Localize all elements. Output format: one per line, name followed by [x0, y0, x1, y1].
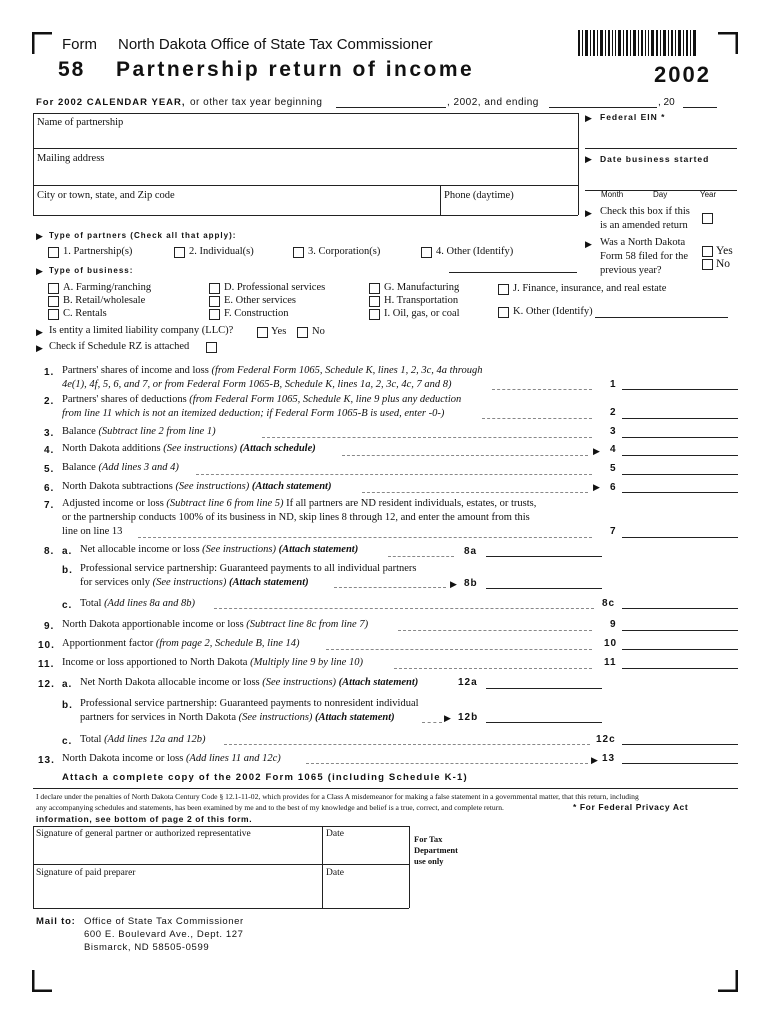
general-partner-signature-field[interactable] [35, 842, 320, 862]
arrow-icon: ▶ [36, 231, 43, 241]
tax-year: 2002 [654, 62, 711, 87]
arrow-icon: ▶ [36, 327, 43, 337]
privacy-act-note-2: information, see bottom of page 2 of this form. [36, 814, 253, 824]
line-3-number: 3. [44, 428, 55, 439]
partnership-name-field[interactable] [35, 131, 575, 147]
arrow-icon: ▶ [585, 154, 592, 164]
tax-dept-label-3: use only [414, 856, 444, 866]
line-1-amount-field[interactable] [622, 389, 738, 390]
line-6-box-label: 6 [610, 482, 617, 493]
line-12c-box-label: 12c [596, 734, 616, 745]
line-2-box-label: 2 [610, 407, 617, 418]
line-12a-letter: a. [62, 679, 73, 690]
line-5-box-label: 5 [610, 463, 617, 474]
line-4-box-label: 4 [610, 444, 617, 455]
line-6-text: North Dakota subtractions (See instructions) (Attach statement) [62, 481, 332, 492]
corner-mark-bottom-right [718, 970, 738, 992]
line-6-number: 6. [44, 483, 55, 494]
month-label: Month [601, 190, 624, 199]
form-number: 58 [58, 58, 86, 81]
phone-field[interactable] [442, 201, 576, 214]
line-9-box-label: 9 [610, 619, 617, 630]
line-4-number: 4. [44, 445, 55, 456]
attach-instruction: Attach a complete copy of the 2002 Form 1065 (including Schedule K-1) [62, 772, 468, 783]
preparer-signature-field[interactable] [35, 882, 320, 906]
leader-dots [398, 630, 592, 631]
line-11-number: 11. [38, 659, 55, 670]
partner-type-partnership-label: 1. Partnership(s) [63, 246, 133, 257]
tax-year-end-year-field[interactable] [683, 107, 717, 108]
privacy-act-note: * For Federal Privacy Act [573, 802, 689, 812]
business-retail-checkbox[interactable] [48, 296, 59, 307]
leader-dots [196, 474, 592, 475]
line-8-number: 8. [44, 546, 55, 557]
leader-dots [362, 492, 588, 493]
line-9-text: North Dakota apportionable income or loss (Subtract line 8c from line 7) [62, 619, 369, 630]
and-ending-text: , 2002, and ending [447, 97, 539, 108]
leader-dots [306, 763, 588, 764]
leader-dots [224, 744, 590, 745]
arrow-icon: ▶ [36, 343, 43, 353]
line-12-number: 12. [38, 679, 55, 690]
line-12a-text: Net North Dakota allocable income or loss (See instructions) (Attach statement) [80, 677, 419, 688]
line-1-number: 1. [44, 367, 55, 378]
corner-mark-top-left [32, 32, 52, 54]
date-divider [322, 826, 323, 908]
city-row-rule [33, 215, 578, 216]
general-partner-date-label: Date [326, 829, 344, 839]
line-7-amount-field[interactable] [622, 537, 738, 538]
line-9-number: 9. [44, 621, 55, 632]
mailing-address-field[interactable] [35, 167, 575, 183]
line-1-text-2: 4e(1), 4f, 5, 6, and 7, or from Federal Form 1065-B, Schedule K, lines 1a, 2, 3c, 4c, 7 and 8) [62, 379, 452, 390]
line-8c-box-label: 8c [602, 598, 616, 609]
line-12b-box-label: 12b [458, 712, 479, 723]
prev-filed-no-checkbox[interactable] [702, 259, 713, 270]
mail-address-line-1: Office of State Tax Commissioner [84, 916, 244, 927]
line-10-text: Apportionment factor (from page 2, Schedule B, line 14) [62, 638, 300, 649]
prev-filed-yes-label: Yes [716, 245, 733, 257]
name-row-rule [33, 148, 578, 149]
leader-dots [394, 668, 592, 669]
line-12a-amount-field[interactable] [486, 688, 602, 689]
business-oil-gas-checkbox[interactable] [369, 309, 380, 320]
leader-dots [334, 587, 446, 588]
leader-dots [326, 649, 592, 650]
amended-return-checkbox[interactable] [702, 213, 713, 224]
federal-ein-field[interactable] [585, 148, 737, 149]
barcode-graphic [578, 30, 696, 56]
business-transportation-label: H. Transportation [384, 295, 459, 306]
line-8c-amount-field[interactable] [622, 608, 738, 609]
line-13-box-label: 13 [602, 753, 616, 764]
line-7-box-label: 7 [610, 526, 617, 537]
address-row-rule [33, 185, 578, 186]
phone-divider [440, 185, 441, 215]
prev-filed-no-label: No [716, 258, 731, 270]
line-3-amount-field[interactable] [622, 437, 738, 438]
signature-middle-rule [33, 864, 409, 865]
federal-ein-label: Federal EIN * [600, 112, 666, 122]
box-right-rule [578, 113, 579, 215]
box-left-rule [33, 113, 34, 215]
line-2-text-2: from line 11 which is not an itemized deduction; if Federal Form 1065-B is used, enter -0-) [62, 408, 445, 419]
line-6-amount-field[interactable] [622, 492, 738, 493]
line-4-text: North Dakota additions (See instructions) (Attach schedule) [62, 443, 316, 454]
business-other-services-label: E. Other services [224, 295, 297, 306]
date-started-label: Date business started [600, 154, 710, 164]
line-10-box-label: 10 [604, 638, 618, 649]
calendar-year-prefix: For 2002 CALENDAR YEAR, [36, 97, 186, 108]
declaration-line-1: I declare under the penalties of North Dakota Century Code § 12.1-11-02, which provides for a Class A misdemeanor for making a false statement in a governmental matter, that this return, including [36, 792, 639, 801]
partner-type-corporation-label: 3. Corporation(s) [308, 246, 381, 257]
line-7-text-3: line on line 13 [62, 526, 123, 537]
arrow-icon: ▶ [36, 266, 43, 276]
llc-yes-label: Yes [271, 326, 287, 337]
form-word: Form [62, 36, 97, 53]
line-11-text: Income or loss apportioned to North Dakota (Multiply line 9 by line 10) [62, 657, 363, 668]
signature-right-rule [409, 826, 410, 908]
twenty-text: , 20 [658, 97, 675, 108]
line-12c-text: Total (Add lines 12a and 12b) [80, 734, 206, 745]
corner-mark-top-right [718, 32, 738, 54]
line-11-box-label: 11 [604, 657, 617, 668]
leader-dots [482, 418, 592, 419]
schedule-rz-label: Check if Schedule RZ is attached [49, 341, 190, 352]
business-oil-gas-label: I. Oil, gas, or coal [384, 308, 460, 319]
partner-type-corporation-checkbox[interactable] [293, 247, 304, 258]
arrow-icon: ▶ [444, 713, 451, 723]
leader-dots [214, 608, 594, 609]
partner-type-other-field[interactable] [449, 272, 577, 273]
schedule-rz-checkbox[interactable] [206, 342, 217, 353]
business-transportation-checkbox[interactable] [369, 296, 380, 307]
prev-filed-yes-checkbox[interactable] [702, 246, 713, 257]
business-other-field[interactable] [595, 317, 728, 318]
line-7-text-2: or the partnership conducts 100% of its business in ND, skip lines 8 through 12, and enter the amount from this [62, 512, 530, 523]
line-7-text: Adjusted income or loss (Subtract line 6 from line 5) If all partners are ND resident individuals, estates, or trusts, [62, 498, 537, 509]
line-8b-box-label: 8b [464, 578, 478, 589]
partner-type-individual-label: 2. Individual(s) [189, 246, 254, 257]
business-manufacturing-checkbox[interactable] [369, 283, 380, 294]
line-8b-letter: b. [62, 565, 73, 576]
business-farming-label: A. Farming/ranching [63, 282, 152, 293]
prev-filed-label-2: Form 58 filed for the [600, 251, 689, 262]
prev-filed-label-1: Was a North Dakota [600, 237, 686, 248]
corner-mark-bottom-left [32, 970, 52, 992]
line-1-box-label: 1 [610, 379, 617, 390]
mail-address-line-2: 600 E. Boulevard Ave., Dept. 127 [84, 929, 244, 940]
amended-label-1: Check this box if this [600, 206, 690, 217]
partner-type-partnership-checkbox[interactable] [48, 247, 59, 258]
line-8c-text: Total (Add lines 8a and 8b) [80, 598, 196, 609]
year-label: Year [700, 190, 717, 199]
llc-question: Is entity a limited liability company (LLC)? [49, 325, 234, 336]
line-12b-amount-field[interactable] [486, 722, 602, 723]
line-12b-text-2: partners for services in North Dakota (See instructions) (Attach statement) [80, 712, 395, 723]
business-other-services-checkbox[interactable] [209, 296, 220, 307]
line-13-text: North Dakota income or loss (Add lines 11 and 12c) [62, 753, 281, 764]
declaration-top-rule [33, 788, 738, 789]
business-finance-checkbox[interactable] [498, 284, 509, 295]
signature-left-rule [33, 826, 34, 908]
mailing-address-label: Mailing address [37, 153, 105, 164]
partners-heading: Type of partners (Check all that apply): [49, 231, 237, 240]
line-3-text: Balance (Subtract line 2 from line 1) [62, 426, 216, 437]
calendar-year-text: or other tax year beginning [190, 97, 323, 108]
amended-label-2: is an amended return [600, 220, 688, 231]
business-construction-label: F. Construction [224, 308, 289, 319]
prev-filed-label-3: previous year? [600, 265, 662, 276]
line-12b-letter: b. [62, 700, 73, 711]
tax-year-end-field[interactable] [549, 107, 657, 108]
leader-dots [342, 455, 588, 456]
tax-year-begin-field[interactable] [336, 107, 446, 108]
business-rentals-label: C. Rentals [63, 308, 107, 319]
leader-dots [138, 537, 592, 538]
line-12a-box-label: 12a [458, 677, 478, 688]
tax-dept-label-2: Department [414, 845, 458, 855]
arrow-icon: ▶ [585, 239, 592, 249]
preparer-date-field[interactable] [324, 882, 407, 906]
arrow-icon: ▶ [585, 113, 592, 123]
line-12c-amount-field[interactable] [622, 744, 738, 745]
arrow-icon: ▶ [585, 208, 592, 218]
line-2-number: 2. [44, 396, 55, 407]
partner-type-individual-checkbox[interactable] [174, 247, 185, 258]
line-8a-text: Net allocable income or loss (See instructions) (Attach statement) [80, 544, 359, 555]
partner-type-other-checkbox[interactable] [421, 247, 432, 258]
business-heading: Type of business: [49, 266, 134, 275]
day-label: Day [653, 190, 668, 199]
line-10-number: 10. [38, 640, 55, 651]
line-8b-text: Professional service partnership: Guaranteed payments to all individual partners [80, 563, 417, 574]
mail-address-line-3: Bismarck, ND 58505-0599 [84, 942, 210, 953]
line-4-amount-field[interactable] [622, 455, 738, 456]
line-12b-text: Professional service partnership: Guaranteed payments to nonresident individual [80, 698, 419, 709]
line-2-amount-field[interactable] [622, 418, 738, 419]
line-8b-text-2: for services only (See instructions) (Attach statement) [80, 577, 309, 588]
business-rentals-checkbox[interactable] [48, 309, 59, 320]
business-professional-checkbox[interactable] [209, 283, 220, 294]
line-3-box-label: 3 [610, 426, 617, 437]
business-other-label: K. Other (Identify) [513, 306, 593, 317]
business-other-checkbox[interactable] [498, 307, 509, 318]
leader-dots [262, 437, 592, 438]
arrow-icon: ▶ [450, 579, 457, 589]
general-partner-date-field[interactable] [324, 842, 407, 862]
tax-dept-label-1: For Tax [414, 834, 443, 844]
declaration-line-2: any accompanying schedules and statements, has been examined by me and to the best of my knowledge and belief is a true, correct, and complete return. [36, 803, 504, 812]
line-8c-letter: c. [62, 600, 73, 611]
business-finance-label: J. Finance, insurance, and real estate [513, 283, 667, 294]
line-10-amount-field[interactable] [622, 649, 738, 650]
business-manufacturing-label: G. Manufacturing [384, 282, 460, 293]
partnership-name-label: Name of partnership [37, 117, 124, 128]
city-state-zip-label: City or town, state, and Zip code [37, 190, 175, 201]
line-8a-amount-field[interactable] [486, 556, 602, 557]
partner-type-other-label: 4. Other (Identify) [436, 246, 514, 257]
business-construction-checkbox[interactable] [209, 309, 220, 320]
leader-dots [422, 722, 442, 723]
arrow-icon: ▶ [591, 755, 598, 765]
line-11-amount-field[interactable] [622, 668, 738, 669]
arrow-icon: ▶ [593, 446, 600, 456]
line-13-number: 13. [38, 755, 55, 766]
llc-no-label: No [312, 326, 325, 337]
line-12c-letter: c. [62, 736, 73, 747]
line-8b-amount-field[interactable] [486, 588, 602, 589]
line-8a-box-label: 8a [464, 546, 478, 557]
general-partner-signature-label: Signature of general partner or authorized representative [36, 829, 251, 839]
line-1-text: Partners' shares of income and loss (from Federal Form 1065, Schedule K, lines 1, 2, 3c, 4a through [62, 365, 483, 376]
city-state-zip-field[interactable] [35, 201, 435, 214]
box-top-rule [33, 113, 578, 114]
llc-yes-checkbox[interactable] [257, 327, 268, 338]
line-7-number: 7. [44, 500, 55, 511]
page-title: Partnership return of income [116, 58, 475, 81]
line-5-number: 5. [44, 464, 55, 475]
signature-top-rule [33, 826, 409, 827]
phone-label: Phone (daytime) [444, 190, 514, 201]
mail-to-label: Mail to: [36, 916, 76, 927]
preparer-date-label: Date [326, 868, 344, 878]
arrow-icon: ▶ [593, 482, 600, 492]
business-retail-label: B. Retail/wholesale [63, 295, 146, 306]
business-farming-checkbox[interactable] [48, 283, 59, 294]
line-13-amount-field[interactable] [622, 763, 738, 764]
line-9-amount-field[interactable] [622, 630, 738, 631]
agency-name: North Dakota Office of State Tax Commissioner [118, 36, 433, 53]
line-5-amount-field[interactable] [622, 474, 738, 475]
leader-dots [492, 389, 592, 390]
line-2-text: Partners' shares of deductions (from Federal Form 1065, Schedule K, line 9 plus any deduction [62, 394, 462, 405]
llc-no-checkbox[interactable] [297, 327, 308, 338]
business-professional-label: D. Professional services [224, 282, 326, 293]
line-8a-letter: a. [62, 546, 73, 557]
preparer-signature-label: Signature of paid preparer [36, 868, 136, 878]
line-5-text: Balance (Add lines 3 and 4) [62, 462, 179, 473]
leader-dots [388, 556, 454, 557]
signature-bottom-rule [33, 908, 409, 909]
